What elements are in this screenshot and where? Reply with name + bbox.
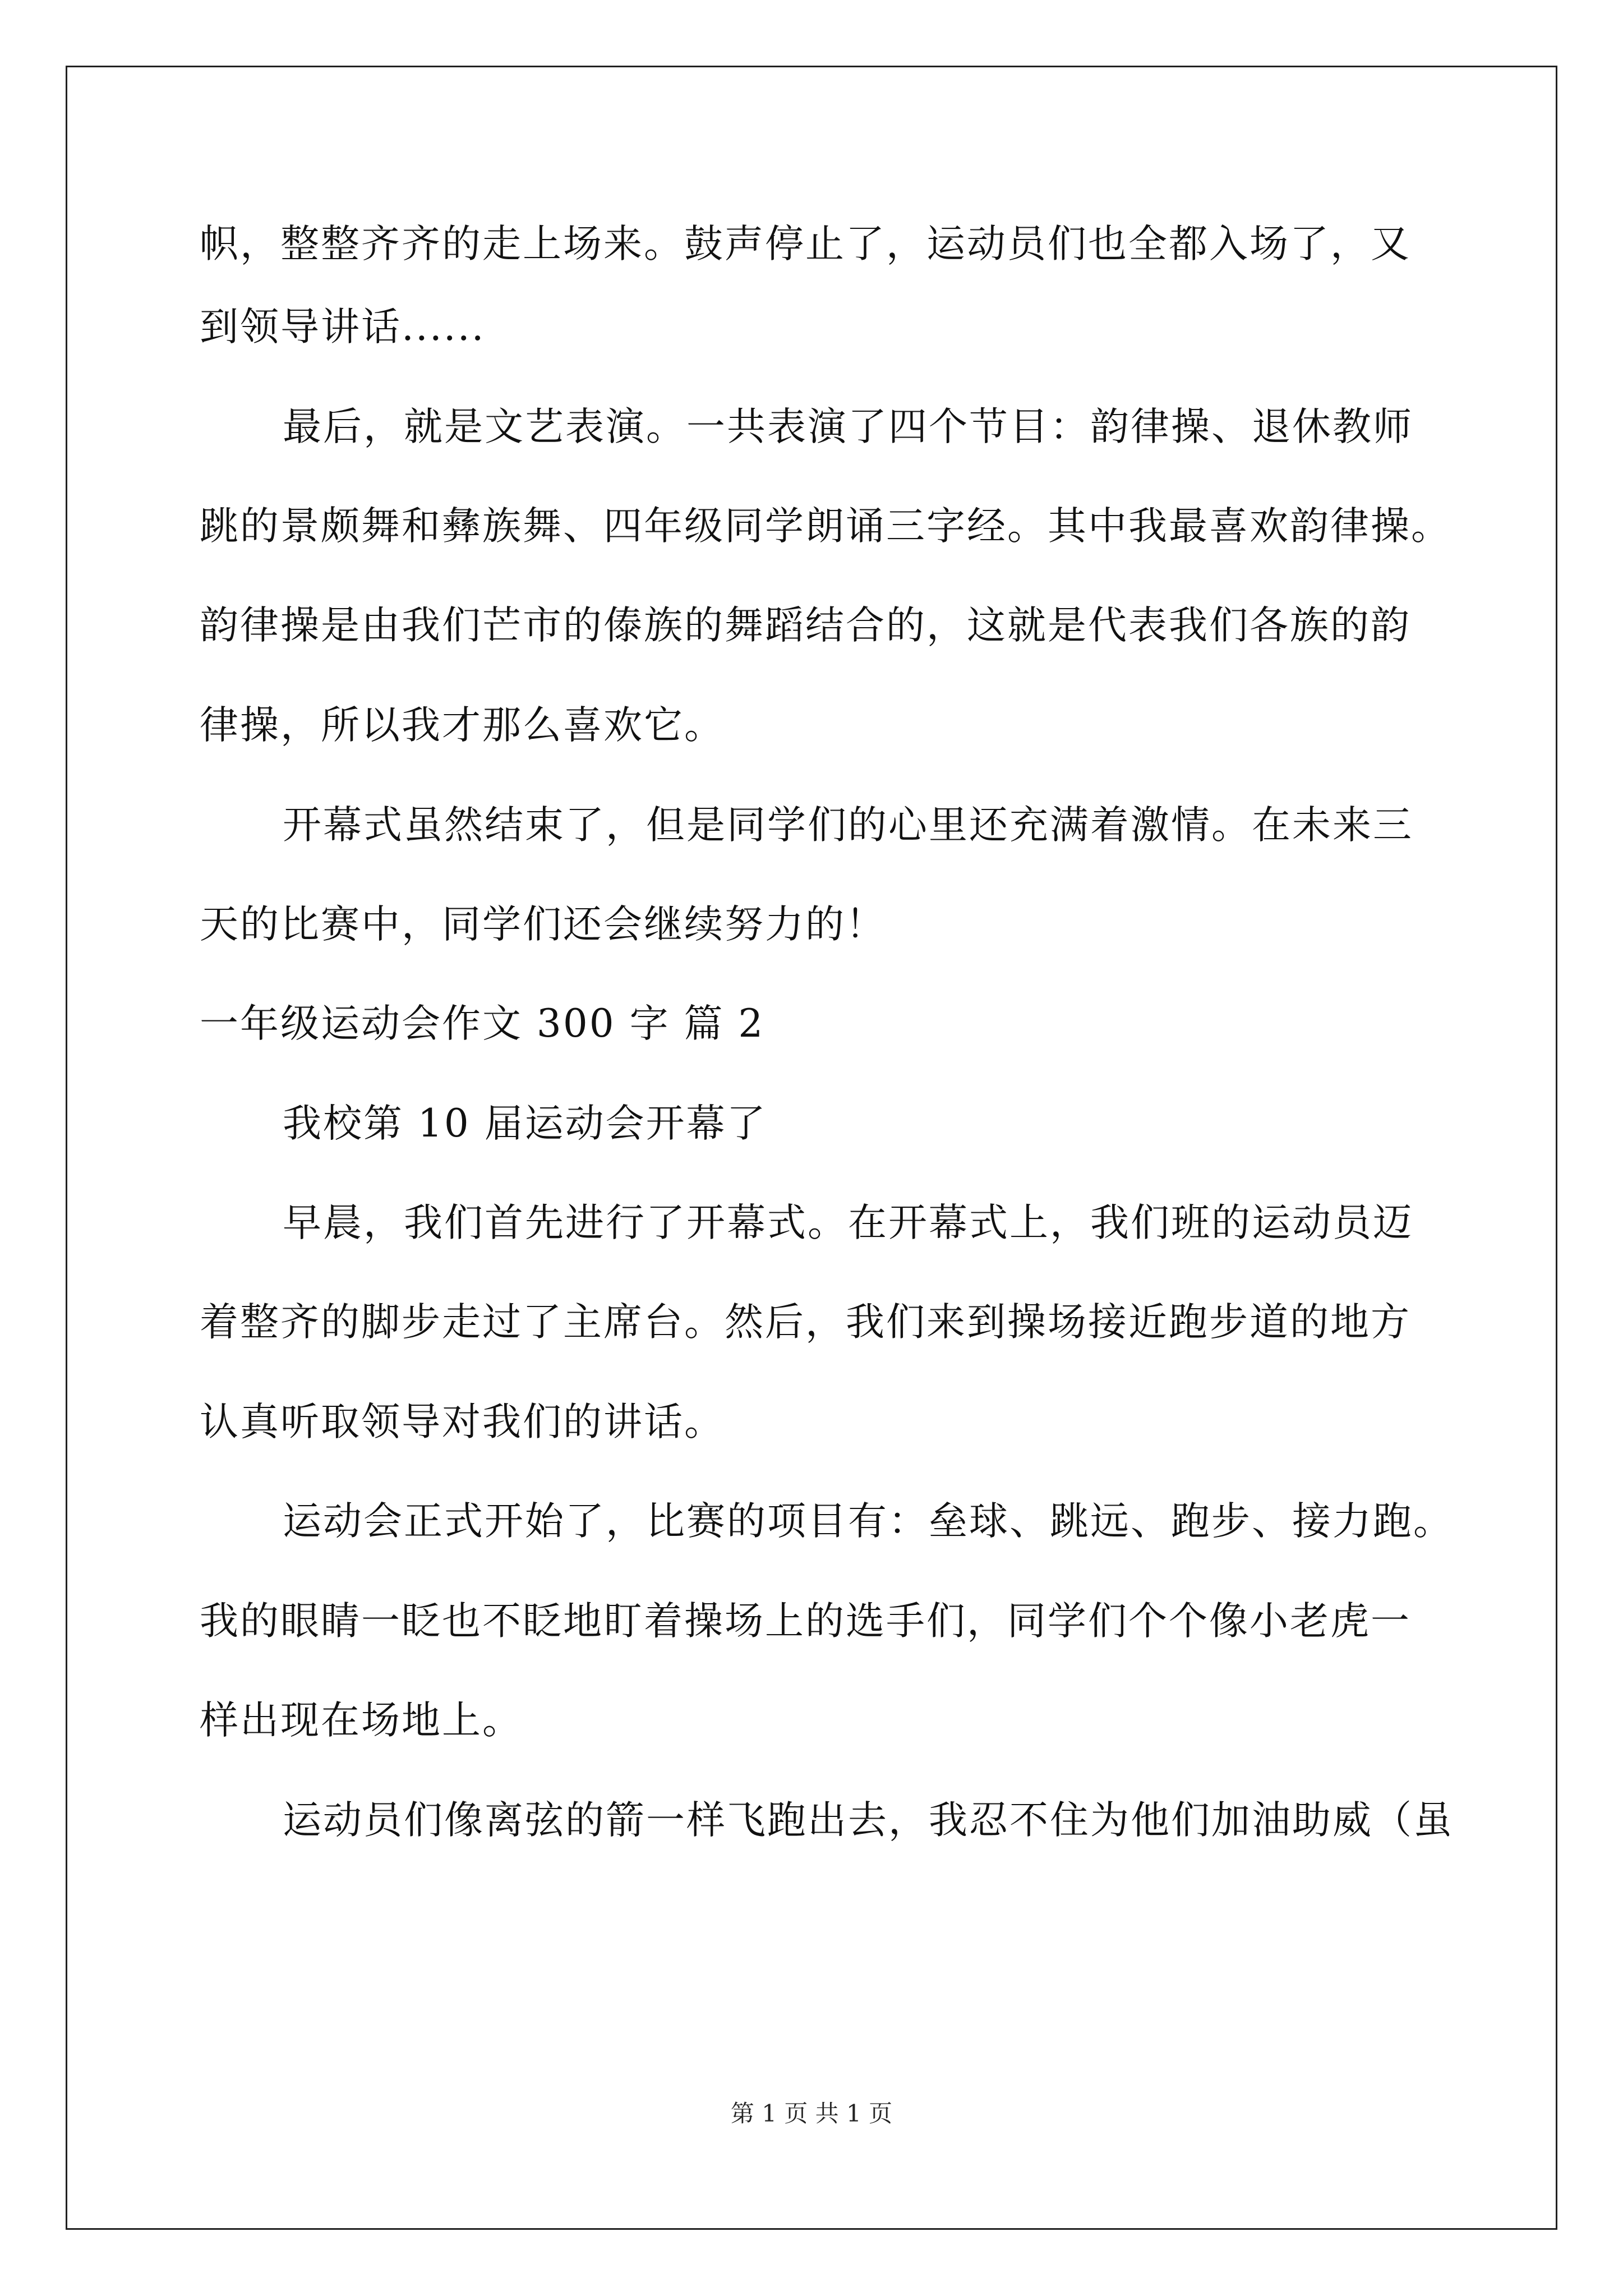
paragraph-start-line: 开幕式虽然结束了，但是同学们的心里还充满着激情。在未来三 xyxy=(283,803,1413,848)
section-heading: 一年级运动会作文 300 字 篇 2 xyxy=(200,1001,765,1046)
text-line: 跳的景颇舞和彝族舞、四年级同学朗诵三字经。其中我最喜欢韵律操。 xyxy=(200,504,1451,549)
paragraph-start-line: 早晨，我们首先进行了开幕式。在开幕式上，我们班的运动员迈 xyxy=(283,1200,1413,1245)
text-line: 样出现在场地上。 xyxy=(200,1698,523,1743)
paragraph-start-line: 运动会正式开始了，比赛的项目有：垒球、跳远、跑步、接力跑。 xyxy=(283,1499,1454,1544)
paragraph-start-line: 运动员们像离弦的箭一样飞跑出去，我忍不住为他们加油助威（虽 xyxy=(283,1798,1454,1843)
text-line: 律操，所以我才那么喜欢它。 xyxy=(200,703,725,748)
text-line: 认真听取领导对我们的讲话。 xyxy=(200,1400,725,1444)
text-line: 韵律操是由我们芒市的傣族的舞蹈结合的，这就是代表我们各族的韵 xyxy=(200,603,1411,648)
text-line: 我的眼睛一眨也不眨地盯着操场上的选手们，同学们个个像小老虎一 xyxy=(200,1599,1411,1644)
paragraph-start-line: 最后，就是文艺表演。一共表演了四个节目：韵律操、退休教师 xyxy=(283,404,1413,449)
text-line: 帜，整整齐齐的走上场来。鼓声停止了，运动员们也全都入场了，又 xyxy=(200,222,1411,266)
text-line: 到领导讲话...... xyxy=(200,305,486,349)
paragraph-start-line: 我校第 10 届运动会开幕了 xyxy=(283,1101,767,1146)
page-footer: 第 1 页 共 1 页 xyxy=(730,2100,893,2127)
text-line: 着整齐的脚步走过了主席台。然后，我们来到操场接近跑步道的地方 xyxy=(200,1300,1411,1345)
text-line: 天的比赛中，同学们还会继续努力的！ xyxy=(200,902,886,947)
